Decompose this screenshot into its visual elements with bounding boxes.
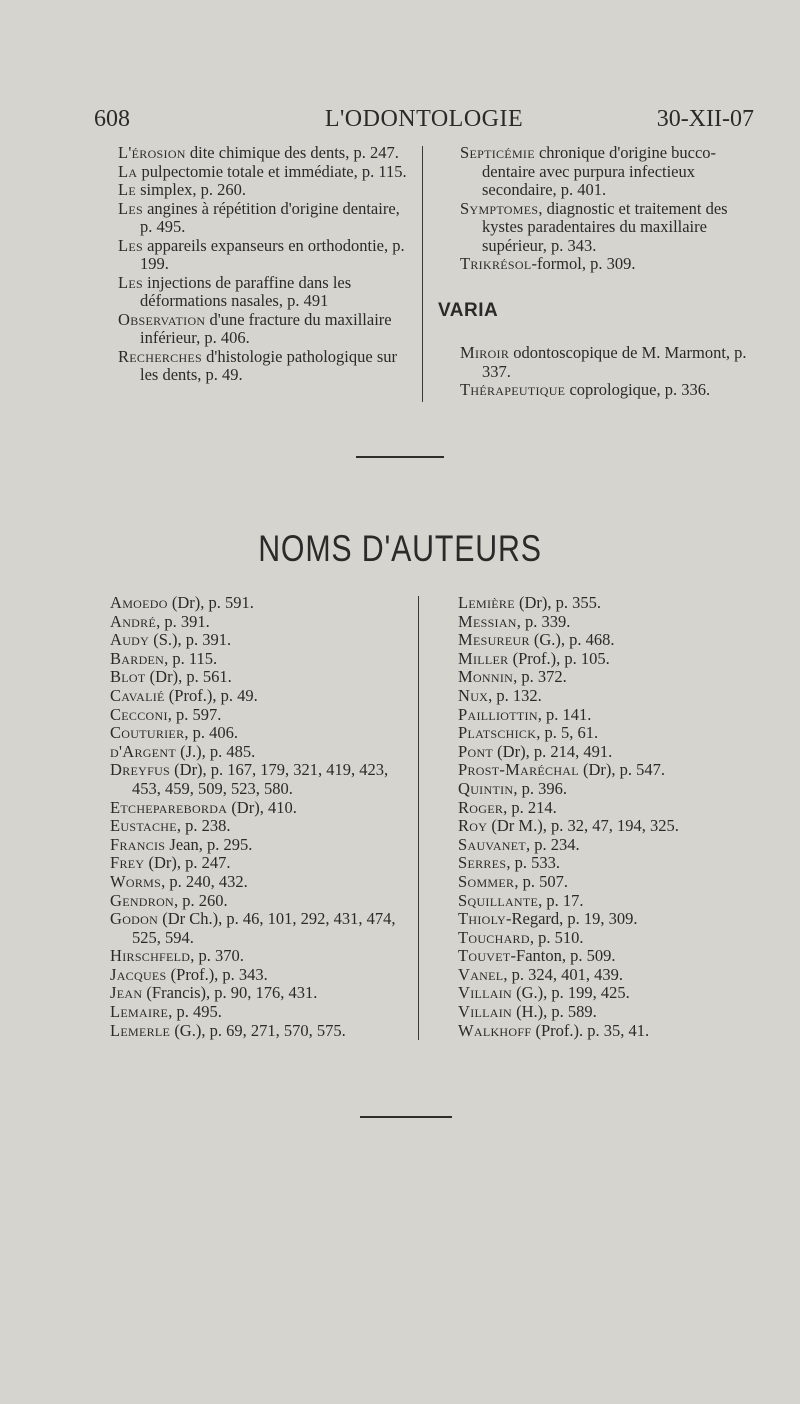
author-entry-lead: Quintin bbox=[458, 778, 514, 798]
author-entry-text: , p. 391. bbox=[156, 611, 210, 631]
author-entry-lead: Frey bbox=[110, 853, 145, 873]
author-entry-text: (J.), p. 485. bbox=[175, 741, 256, 761]
author-entry-text: , p. 372. bbox=[513, 667, 567, 687]
author-entry-text: , p. 396. bbox=[513, 778, 567, 798]
author-entry-lead: Hirschfeld bbox=[110, 946, 191, 966]
journal-title: L'ODONTOLOGIE bbox=[324, 106, 524, 132]
author-entry bbox=[110, 799, 405, 818]
varia-entry-lead: Thérapeutique bbox=[460, 380, 566, 399]
index-entry-lead: Les bbox=[118, 235, 143, 255]
author-entry-lead: Dreyfus bbox=[110, 760, 171, 780]
author-entry-lead: Monnin bbox=[458, 667, 514, 687]
author-entry-lead: Miller bbox=[458, 648, 509, 668]
index-entry-text: -formol, p. 309. bbox=[531, 254, 636, 273]
index-entry-lead: Trikrésol bbox=[460, 254, 532, 273]
author-entry bbox=[458, 668, 758, 687]
author-entry bbox=[458, 761, 758, 780]
author-entry bbox=[458, 1022, 758, 1041]
author-entry-text: (G.), p. 69, 271, 570, 575. bbox=[170, 1020, 346, 1040]
author-entry-lead: Thioly bbox=[458, 909, 507, 929]
author-entry bbox=[110, 650, 405, 669]
author-entry bbox=[458, 984, 758, 1003]
author-entry-lead: Roy bbox=[458, 816, 488, 836]
author-entry-text: (Dr M.), p. 32, 47, 194, 325. bbox=[487, 816, 679, 836]
author-entry-lead: Couturier bbox=[110, 723, 185, 743]
author-entry-text: , p. 495. bbox=[168, 1002, 222, 1022]
author-entry-lead: Etchepareborda bbox=[110, 797, 228, 817]
index-entry-text: , diagnostic et traitement des kystes paradentaires du maxillaire supérieur, p. 343. bbox=[482, 198, 728, 255]
author-entry-lead: Amoedo bbox=[110, 593, 168, 612]
author-entry-lead: Lemière bbox=[458, 593, 515, 612]
author-entry bbox=[110, 594, 405, 613]
author-entry-lead: Vanel bbox=[458, 964, 504, 984]
author-entry-lead: Nux bbox=[458, 685, 489, 705]
index-entry bbox=[460, 200, 756, 256]
author-entry-text: (S.), p. 391. bbox=[149, 630, 232, 650]
author-entry bbox=[110, 631, 405, 650]
authors-left-column bbox=[110, 594, 405, 1040]
author-entry-lead: Prost-Maréchal bbox=[458, 760, 579, 780]
index-entry bbox=[460, 255, 756, 274]
author-entry-text: (Prof.). p. 35, 41. bbox=[531, 1020, 650, 1040]
varia-entry bbox=[460, 344, 756, 381]
index-entry bbox=[118, 181, 408, 200]
varia-entry-lead: Miroir bbox=[460, 343, 510, 362]
author-entry bbox=[110, 984, 405, 1003]
author-entry bbox=[458, 892, 758, 911]
index-entry bbox=[118, 144, 408, 163]
author-entry-lead: Lemaire bbox=[110, 1002, 169, 1022]
author-entry bbox=[458, 594, 758, 613]
author-entry bbox=[458, 836, 758, 855]
varia-entry bbox=[460, 381, 756, 400]
author-entry-lead: Walkhoff bbox=[458, 1020, 532, 1040]
author-entry-text: (Dr Ch.), p. 46, 101, 292, 431, 474, 525, 594. bbox=[132, 909, 396, 947]
author-entry bbox=[110, 613, 405, 632]
author-entry-lead: Touvet bbox=[458, 946, 511, 966]
author-entry bbox=[458, 929, 758, 948]
author-entry-lead: Eustache bbox=[110, 816, 177, 836]
author-entry bbox=[110, 706, 405, 725]
author-entry bbox=[458, 910, 758, 929]
author-entry bbox=[458, 743, 758, 762]
author-entry bbox=[110, 1003, 405, 1022]
index-entry bbox=[118, 163, 408, 182]
separator-rule-upper bbox=[356, 456, 444, 458]
author-entry-lead: Worms bbox=[110, 871, 162, 891]
author-entry-text: (Dr), p. 214, 491. bbox=[493, 741, 613, 761]
author-entry bbox=[458, 947, 758, 966]
author-entry bbox=[458, 873, 758, 892]
author-entry-lead: Audy bbox=[110, 630, 150, 650]
author-entry-text: , p. 406. bbox=[184, 723, 238, 743]
author-entry-lead: Platschick bbox=[458, 723, 537, 743]
author-entry-text: -Fanton, p. 509. bbox=[510, 946, 616, 966]
index-entry-text: dite chimique des dents, p. 247. bbox=[185, 143, 399, 162]
author-entry-text: (Francis), p. 90, 176, 431. bbox=[142, 983, 318, 1003]
author-entry-text: , p. 240, 432. bbox=[161, 871, 248, 891]
author-entry-text: , p. 507. bbox=[514, 871, 568, 891]
author-entry-text: , p. 510. bbox=[529, 927, 584, 947]
author-entry bbox=[458, 724, 758, 743]
author-entry-text: (Dr), p. 355. bbox=[514, 593, 601, 612]
author-entry-text: (Dr), p. 247. bbox=[144, 853, 231, 873]
author-entry-text: , p. 115. bbox=[164, 648, 218, 668]
author-entry-text: , p. 324, 401, 439. bbox=[503, 964, 624, 984]
author-entry-lead: Barden bbox=[110, 648, 165, 668]
author-entry bbox=[458, 780, 758, 799]
author-entry bbox=[110, 1022, 405, 1041]
author-entry-lead: Cecconi bbox=[110, 704, 168, 724]
author-entry bbox=[458, 966, 758, 985]
author-entry bbox=[110, 724, 405, 743]
index-entry-text: pulpectomie totale et immédiate, p. 115. bbox=[137, 161, 407, 181]
author-entry-text: (G.), p. 468. bbox=[529, 630, 615, 650]
index-entry-lead: Les bbox=[118, 198, 143, 218]
author-entry-lead: Sauvanet bbox=[458, 834, 527, 854]
author-entry-lead: Villain bbox=[458, 1002, 513, 1022]
author-entry-lead: Messian bbox=[458, 611, 517, 631]
author-entry bbox=[110, 873, 405, 892]
index-entry-lead: Septicémie bbox=[460, 143, 535, 162]
author-entry-text: , p. 141. bbox=[537, 704, 592, 724]
index-entry bbox=[118, 348, 408, 385]
index-entry-text: injections de paraffine dans les déformations nasales, p. 491 bbox=[140, 272, 352, 310]
author-entry-text: (H.), p. 589. bbox=[512, 1002, 597, 1022]
author-entry bbox=[110, 687, 405, 706]
varia-entry-text: odontoscopique de M. Marmont, p. 337. bbox=[482, 343, 747, 381]
index-entry-lead: Recherches bbox=[118, 346, 203, 366]
index-entry-lead: Les bbox=[118, 272, 143, 292]
author-entry-text: , p. 17. bbox=[538, 890, 584, 910]
author-entry-lead: Serres bbox=[458, 853, 507, 873]
author-entry-text: (Dr), p. 591. bbox=[167, 593, 254, 612]
author-entry-lead: Jean bbox=[110, 983, 143, 1003]
author-entry-text: (Dr), p. 561. bbox=[145, 667, 232, 687]
author-entry-lead: Gendron bbox=[110, 890, 175, 910]
author-entry bbox=[458, 631, 758, 650]
author-entry-text: , p. 234. bbox=[526, 834, 580, 854]
author-entry-lead: Jacques bbox=[110, 964, 167, 984]
author-entry bbox=[458, 854, 758, 873]
author-entry bbox=[110, 761, 405, 798]
author-entry-lead: Godon bbox=[110, 909, 159, 929]
author-entry bbox=[458, 613, 758, 632]
varia-heading: VARIA bbox=[438, 299, 499, 321]
author-entry bbox=[110, 947, 405, 966]
authors-column-divider bbox=[418, 596, 419, 1040]
author-entry-text: , p. 132. bbox=[488, 685, 542, 705]
separator-rule-lower bbox=[360, 1116, 452, 1118]
author-entry-text: (Dr), p. 547. bbox=[578, 760, 666, 780]
author-entry bbox=[458, 706, 758, 725]
author-entry-lead: Pailliottin bbox=[458, 704, 538, 724]
index-entry-lead: L'érosion bbox=[118, 143, 186, 162]
author-entry-text: Jean, p. 295. bbox=[165, 834, 253, 854]
author-entry-text: , p. 260. bbox=[174, 890, 228, 910]
index-entry-text: appareils expanseurs en orthodontie, p. 199. bbox=[140, 235, 405, 273]
author-entry bbox=[110, 910, 405, 947]
author-entry bbox=[458, 650, 758, 669]
author-entry bbox=[458, 1003, 758, 1022]
index-entry-text: simplex, p. 260. bbox=[136, 180, 247, 199]
author-entry-text: , p. 214. bbox=[503, 797, 557, 817]
page-number: 608 bbox=[94, 106, 130, 132]
author-entry bbox=[110, 668, 405, 687]
index-entry bbox=[118, 200, 408, 237]
issue-date: 30-XII-07 bbox=[656, 106, 754, 132]
author-entry bbox=[110, 966, 405, 985]
index-entry-text: d'histologie pathologique sur les dents, p. 49. bbox=[140, 346, 398, 384]
index-entry-lead: La bbox=[118, 161, 138, 181]
author-entry-lead: Villain bbox=[458, 983, 513, 1003]
index-entry-lead: Le bbox=[118, 180, 137, 199]
author-entry bbox=[110, 854, 405, 873]
author-entry bbox=[458, 687, 758, 706]
author-entry-text: (Prof.), p. 343. bbox=[166, 964, 268, 984]
author-entry-lead: Lemerle bbox=[110, 1020, 171, 1040]
author-entry bbox=[110, 817, 405, 836]
top-column-divider bbox=[422, 146, 423, 402]
author-entry-text: , p. 533. bbox=[506, 853, 560, 873]
author-entry-lead: d'Argent bbox=[110, 741, 176, 761]
author-entry-text: (Dr), 410. bbox=[227, 797, 297, 817]
index-entry bbox=[118, 237, 408, 274]
author-entry-lead: André bbox=[110, 611, 157, 631]
author-entry-text: , p. 238. bbox=[176, 816, 231, 836]
author-entry-lead: Touchard bbox=[458, 927, 530, 947]
index-entry-text: d'une fracture du maxillaire inférieur, p. 406. bbox=[140, 309, 392, 347]
author-entry-text: , p. 5, 61. bbox=[536, 723, 599, 743]
index-entry bbox=[118, 311, 408, 348]
author-entry bbox=[110, 892, 405, 911]
running-header bbox=[94, 106, 754, 136]
author-entry bbox=[110, 743, 405, 762]
author-entry-lead: Sommer bbox=[458, 871, 515, 891]
author-entry-text: (Prof.), p. 105. bbox=[508, 648, 610, 668]
section-title: NOMS D'AUTEURS bbox=[258, 528, 542, 569]
author-entry bbox=[110, 836, 405, 855]
author-entry-text: , p. 339. bbox=[516, 611, 571, 631]
index-entry bbox=[460, 144, 756, 200]
authors-right-column bbox=[458, 594, 758, 1040]
index-entry-lead: Observation bbox=[118, 309, 206, 329]
author-entry-text: -Regard, p. 19, 309. bbox=[506, 909, 638, 929]
author-entry-text: (G.), p. 199, 425. bbox=[512, 983, 630, 1003]
top-right-column bbox=[438, 143, 756, 400]
index-entry bbox=[118, 274, 408, 311]
index-entry-text: chronique d'origine bucco-dentaire avec purpura infectieux secondaire, p. 401. bbox=[482, 143, 717, 199]
author-entry-text: , p. 597. bbox=[167, 704, 222, 724]
author-entry-text: (Prof.), p. 49. bbox=[164, 685, 258, 705]
author-entry bbox=[458, 799, 758, 818]
index-entry-lead: Symptomes bbox=[460, 198, 539, 218]
index-entry-text: angines à répétition d'origine dentaire, p. 495. bbox=[140, 198, 400, 236]
author-entry-lead: Francis bbox=[110, 834, 166, 854]
varia-entry-text: coprologique, p. 336. bbox=[565, 380, 711, 399]
author-entry-text: , p. 370. bbox=[190, 946, 244, 966]
author-entry bbox=[458, 817, 758, 836]
author-entry-lead: Mesureur bbox=[458, 630, 530, 650]
author-entry-lead: Pont bbox=[458, 741, 494, 761]
author-entry-lead: Cavalié bbox=[110, 685, 165, 705]
author-entry-text: (Dr), p. 167, 179, 321, 419, 423, 453, 459, 509, 523, 580. bbox=[132, 760, 389, 798]
author-entry-lead: Roger bbox=[458, 797, 504, 817]
author-entry-lead: Blot bbox=[110, 667, 146, 687]
top-left-column bbox=[118, 144, 408, 385]
author-entry-lead: Squillante bbox=[458, 890, 539, 910]
